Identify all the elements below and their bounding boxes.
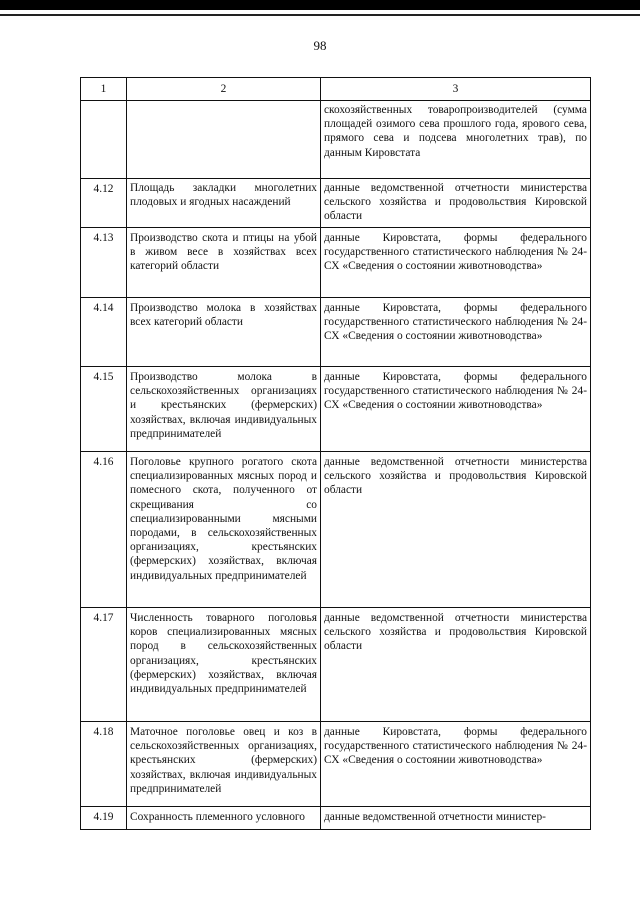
row-number: 4.13	[81, 228, 127, 298]
table-row	[81, 807, 591, 830]
table-row	[81, 298, 591, 367]
row-indicator: Поголовье крупного рогатого скота специализированных мясных пород и помесного скота, полученного от скрещивания со специализированными мясными породами, в сельскохозяйственных организациях, крестьянских (фермерских) хозяйствах, включая индивидуальных предпринимателей	[127, 452, 321, 608]
row-indicator: Сохранность племенного условного	[127, 807, 321, 830]
row-number: 4.15	[81, 367, 127, 452]
row-indicator	[127, 101, 321, 179]
row-source: данные ведомственной отчетности министерства сельского хозяйства и продовольствия Кировской области	[321, 452, 591, 608]
row-source: данные ведомственной отчетности министерства сельского хозяйства и продовольствия Кировской области	[321, 179, 591, 228]
row-number: 4.16	[81, 452, 127, 608]
scan-top-rule	[0, 14, 640, 16]
row-number	[81, 101, 127, 179]
row-indicator: Маточное поголовье овец и коз в сельскохозяйственных организациях, крестьянских (фермерских) хозяйствах, включая индивидуальных предпринимателей	[127, 722, 321, 807]
indicators-table	[80, 77, 591, 830]
row-indicator: Площадь закладки многолетних плодовых и ягодных насаждений	[127, 179, 321, 228]
row-indicator: Производство молока в сельскохозяйственных организациях и крестьянских (фермерских) хозяйствах, включая индивидуальных предпринимателей	[127, 367, 321, 452]
table-row	[81, 101, 591, 179]
table-row	[81, 179, 591, 228]
row-number: 4.17	[81, 608, 127, 722]
row-number: 4.18	[81, 722, 127, 807]
row-indicator: Производство молока в хозяйствах всех категорий области	[127, 298, 321, 367]
page-number: 98	[313, 38, 327, 53]
table-row	[81, 608, 591, 722]
table-row	[81, 722, 591, 807]
row-source: данные Кировстата, формы федерального государственного статистического наблюдения № 24-СХ «Сведения о состоянии животноводства»	[321, 367, 591, 452]
column-header-source: 3	[321, 78, 591, 101]
row-indicator: Численность товарного поголовья коров специализированных мясных пород в сельскохозяйственных организациях, крестьянских (фермерских) хозяйствах, включая индивидуальных предпринимателей	[127, 608, 321, 722]
table-row	[81, 228, 591, 298]
row-indicator: Производство скота и птицы на убой в живом весе в хозяйствах всех категорий области	[127, 228, 321, 298]
table-row	[81, 452, 591, 608]
row-number: 4.19	[81, 807, 127, 830]
table-header-row	[81, 78, 591, 101]
table-row	[81, 367, 591, 452]
row-source: данные ведомственной отчетности министер-	[321, 807, 591, 830]
row-source: данные Кировстата, формы федерального государственного статистического наблюдения № 24-СХ «Сведения о состоянии животноводства»	[321, 298, 591, 367]
scan-top-border	[0, 0, 640, 10]
row-source: данные ведомственной отчетности министерства сельского хозяйства и продовольствия Кировской области	[321, 608, 591, 722]
row-source: данные Кировстата, формы федерального государственного статистического наблюдения № 24-СХ «Сведения о состоянии животноводства»	[321, 722, 591, 807]
row-number: 4.14	[81, 298, 127, 367]
row-source: данные Кировстата, формы федерального государственного статистического наблюдения № 24-СХ «Сведения о состоянии животноводства»	[321, 228, 591, 298]
column-header-number: 1	[81, 78, 127, 101]
row-number: 4.12	[81, 179, 127, 228]
column-header-indicator: 2	[127, 78, 321, 101]
row-source: скохозяйственных товаропроизводителей (сумма площадей озимого сева прошлого года, ярового сева, прямого сева и подсева многолетних трав), по данным Кировстата	[321, 101, 591, 179]
